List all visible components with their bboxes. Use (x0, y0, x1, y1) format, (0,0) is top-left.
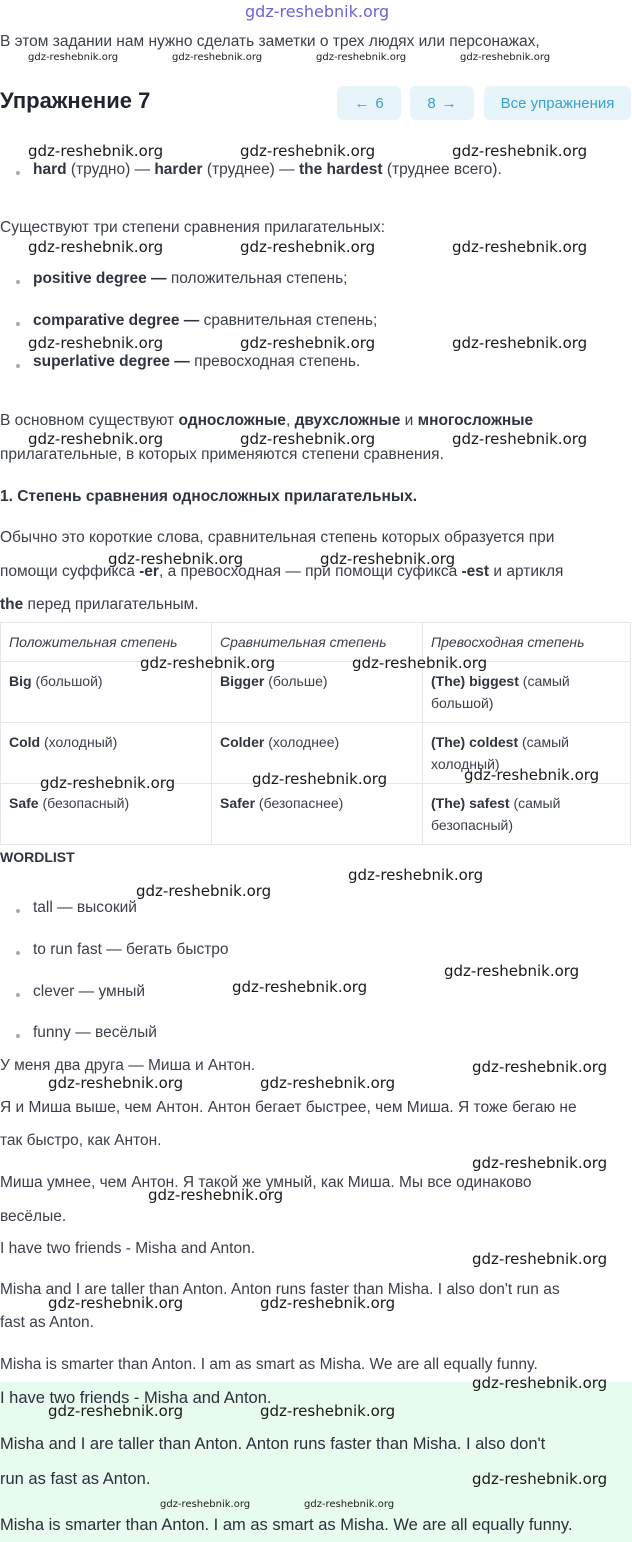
intro-text: В этом задании нам нужно сделать заметки о трех людях или персонажах, (0, 33, 540, 50)
table-cell: Colder (холоднее) (212, 723, 423, 784)
page-title: Упражнение 7 (0, 88, 151, 113)
wordlist-item: funny — весёлый (33, 1024, 157, 1041)
watermark: gdz-reshebnik.org (160, 1499, 251, 1510)
table-cell: Safer (безопаснее) (212, 784, 423, 845)
watermark: gdz-reshebnik.org (148, 1186, 284, 1204)
en-text-line: fast as Anton. (0, 1314, 94, 1331)
watermark: gdz-reshebnik.org (452, 142, 588, 160)
watermark: gdz-reshebnik.org (452, 238, 588, 256)
watermark: gdz-reshebnik.org (108, 550, 244, 568)
watermark: gdz-reshebnik.org (28, 238, 164, 256)
watermark: gdz-reshebnik.org (460, 52, 551, 63)
bullet-icon (16, 322, 20, 326)
watermark: gdz-reshebnik.org (472, 1058, 608, 1076)
watermark: gdz-reshebnik.org (452, 430, 588, 448)
watermark: gdz-reshebnik.org (316, 52, 407, 63)
watermark: gdz-reshebnik.org (48, 1074, 184, 1092)
syllables-text-line2: прилагательные, в которых применяются степени сравнения. (0, 446, 444, 463)
watermark: gdz-reshebnik.org (260, 1294, 396, 1312)
section-text-line3: the перед прилагательным. (0, 596, 199, 613)
section-heading: 1. Степень сравнения односложных прилагательных. (0, 488, 418, 505)
answer-line: Misha and I are taller than Anton. Anton runs faster than Misha. I also don't (0, 1435, 546, 1453)
watermark: gdz-reshebnik.org (472, 1250, 608, 1268)
table-header: Превосходная степень (423, 623, 631, 662)
watermark: gdz-reshebnik.org (28, 334, 164, 352)
hard-example: hard (трудно) — harder (труднее) — the hardest (труднее всего). (33, 161, 502, 178)
table-cell: Bigger (больше) (212, 662, 423, 723)
table-cell: Cold (холодный) (1, 723, 212, 784)
watermark: gdz-reshebnik.org (245, 2, 390, 21)
ru-text-line: У меня два друга — Миша и Антон. (0, 1057, 256, 1074)
degree-item: superlative degree — превосходная степень. (33, 353, 361, 370)
syllables-text: В основном существуют односложные, двухсложные и многосложные (0, 412, 534, 429)
degrees-intro: Существуют три степени сравнения прилагательных: (0, 219, 386, 236)
watermark: gdz-reshebnik.org (452, 334, 588, 352)
table-cell: Big (большой) (1, 662, 212, 723)
ru-text-line: Я и Миша выше, чем Антон. Антон бегает быстрее, чем Миша. Я тоже бегаю не (0, 1099, 577, 1116)
bullet-icon (16, 364, 20, 368)
table-row (1, 784, 631, 845)
table-cell: Safe (безопасный) (1, 784, 212, 845)
answer-line: Misha is smarter than Anton. I am as smart as Misha. We are all equally funny. (0, 1516, 573, 1534)
watermark: gdz-reshebnik.org (28, 430, 164, 448)
ru-text-line: так быстро, как Антон. (0, 1132, 162, 1149)
watermark: gdz-reshebnik.org (48, 1294, 184, 1312)
table-cell: (The) coldest (самый холодный) (423, 723, 631, 784)
watermark: gdz-reshebnik.org (252, 770, 388, 788)
arrow-left-icon: ← (354, 94, 370, 112)
en-text-line: Misha and I are taller than Anton. Anton runs faster than Misha. I also don't run as (0, 1281, 560, 1298)
degrees-table (0, 622, 631, 845)
next-exercise-label: 8 (427, 94, 436, 112)
table-row (1, 662, 631, 723)
watermark: gdz-reshebnik.org (352, 654, 488, 672)
watermark: gdz-reshebnik.org (240, 238, 376, 256)
bullet-icon (16, 909, 20, 913)
table-header: Положительная степень (1, 623, 212, 662)
wordlist-item: to run fast — бегать быстро (33, 941, 229, 958)
en-text-line: Misha is smarter than Anton. I am as smart as Misha. We are all equally funny. (0, 1356, 538, 1373)
watermark: gdz-reshebnik.org (472, 1374, 608, 1392)
section-text-line1: Обычно это короткие слова, сравнительная степень которых образуется при (0, 529, 555, 546)
watermark: gdz-reshebnik.org (28, 52, 119, 63)
watermark: gdz-reshebnik.org (444, 962, 580, 980)
wordlist-item: tall — высокий (33, 899, 137, 916)
all-exercises-button[interactable]: Все упражнения (484, 86, 631, 120)
arrow-right-icon: → (441, 94, 457, 112)
bullet-icon (16, 1034, 20, 1038)
watermark: gdz-reshebnik.org (472, 1470, 608, 1488)
prev-exercise-button[interactable] (337, 86, 401, 120)
watermark: gdz-reshebnik.org (260, 1402, 396, 1420)
watermark: gdz-reshebnik.org (232, 978, 368, 996)
watermark: gdz-reshebnik.org (472, 1154, 608, 1172)
watermark: gdz-reshebnik.org (240, 430, 376, 448)
wordlist-item: clever — умный (33, 983, 146, 1000)
watermark: gdz-reshebnik.org (348, 866, 484, 884)
watermark: gdz-reshebnik.org (464, 766, 600, 784)
answer-line: run as fast as Anton. (0, 1470, 151, 1488)
watermark: gdz-reshebnik.org (172, 52, 263, 63)
watermark: gdz-reshebnik.org (136, 882, 272, 900)
wordlist-title: WORDLIST (0, 849, 75, 865)
watermark: gdz-reshebnik.org (40, 774, 176, 792)
ru-text-line: весёлые. (0, 1208, 67, 1225)
watermark: gdz-reshebnik.org (260, 1074, 396, 1092)
bullet-icon (16, 280, 20, 284)
watermark: gdz-reshebnik.org (320, 550, 456, 568)
watermark: gdz-reshebnik.org (48, 1402, 184, 1420)
watermark: gdz-reshebnik.org (240, 334, 376, 352)
bullet-icon (16, 171, 20, 175)
watermark: gdz-reshebnik.org (240, 142, 376, 160)
prev-exercise-label: 6 (375, 94, 384, 112)
watermark: gdz-reshebnik.org (304, 1499, 395, 1510)
section-text-line2: помощи суффикса -er, а превосходная — при помощи суфикса -est и артикля (0, 563, 564, 580)
en-text-line: I have two friends - Misha and Anton. (0, 1240, 256, 1257)
table-header-row (1, 623, 631, 662)
bullet-icon (16, 951, 20, 955)
ru-text-line: Миша умнее, чем Антон. Я такой же умный, как Миша. Мы все одинаково (0, 1174, 532, 1191)
bullet-icon (16, 993, 20, 997)
degree-item: comparative degree — сравнительная степень; (33, 312, 378, 329)
watermark: gdz-reshebnik.org (140, 654, 276, 672)
table-cell: (The) biggest (самый большой) (423, 662, 631, 723)
watermark: gdz-reshebnik.org (28, 142, 164, 160)
table-cell: (The) safest (самый безопасный) (423, 784, 631, 845)
answer-line: I have two friends - Misha and Anton. (0, 1389, 272, 1407)
next-exercise-button[interactable] (410, 86, 474, 120)
table-header: Сравнительная степень (212, 623, 423, 662)
degree-item: positive degree — положительная степень; (33, 270, 348, 287)
